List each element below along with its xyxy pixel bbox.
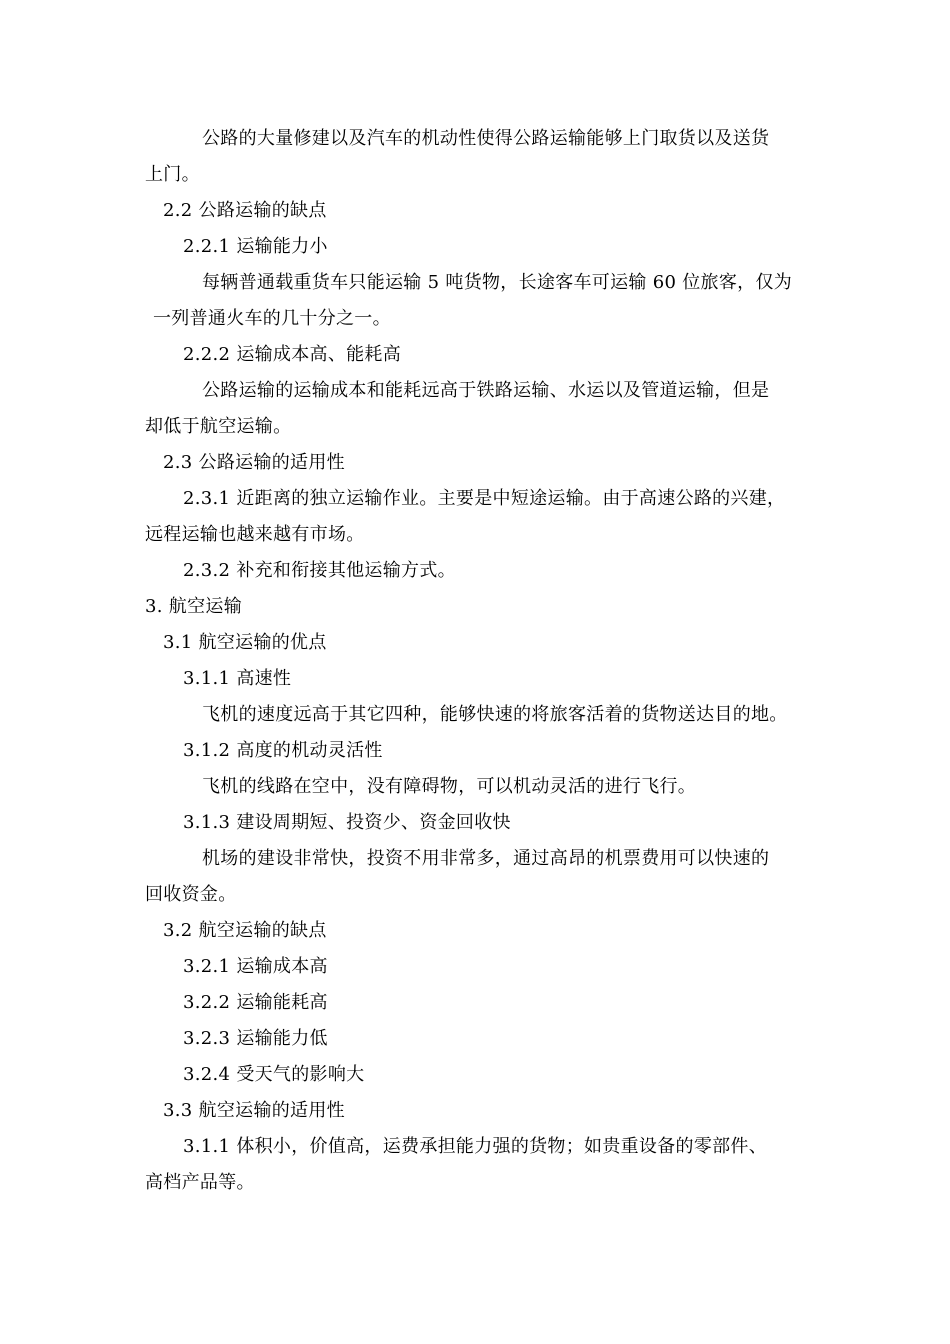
paragraph-line: 飞机的线路在空中，没有障碍物，可以机动灵活的进行飞行。 <box>202 776 697 797</box>
paragraph-line: 3.1.1 体积小，价值高，运费承担能力强的货物；如贵重设备的零部件、 <box>183 1136 768 1157</box>
paragraph-line: 2.3.1 近距离的独立运输作业。主要是中短途运输。由于高速公路的兴建， <box>183 488 786 509</box>
subsection-heading: 2.2.2 运输成本高、能耗高 <box>183 344 402 365</box>
paragraph-line: 高档产品等。 <box>145 1172 255 1193</box>
section-heading: 2.2 公路运输的缺点 <box>163 200 327 221</box>
subsection-heading: 3.2.3 运输能力低 <box>183 1028 328 1049</box>
paragraph-line: 远程运输也越来越有市场。 <box>145 524 365 545</box>
subsection-heading: 3.2.2 运输能耗高 <box>183 992 328 1013</box>
subsection-heading: 3.1.1 高速性 <box>183 668 292 689</box>
paragraph-line: 飞机的速度远高于其它四种，能够快速的将旅客活着的货物送达目的地。 <box>202 704 788 725</box>
subsection-heading: 3.2.4 受天气的影响大 <box>183 1064 365 1085</box>
paragraph-line: 2.3.2 补充和衔接其他运输方式。 <box>183 560 456 581</box>
section-heading: 3.3 航空运输的适用性 <box>163 1100 345 1121</box>
section-heading: 2.3 公路运输的适用性 <box>163 452 345 473</box>
section-heading: 3.2 航空运输的缺点 <box>163 920 327 941</box>
subsection-heading: 3.1.2 高度的机动灵活性 <box>183 740 383 761</box>
section-heading: 3.1 航空运输的优点 <box>163 632 327 653</box>
paragraph-line: 一列普通火车的几十分之一。 <box>153 308 391 329</box>
subsection-heading: 2.2.1 运输能力小 <box>183 236 328 257</box>
subsection-heading: 3.2.1 运输成本高 <box>183 956 328 977</box>
paragraph-line: 机场的建设非常快，投资不用非常多，通过高昂的机票费用可以快速的 <box>202 848 770 869</box>
subsection-heading: 3.1.3 建设周期短、投资少、资金回收快 <box>183 812 511 833</box>
paragraph-line: 公路的大量修建以及汽车的机动性使得公路运输能够上门取货以及送货 <box>202 128 770 149</box>
paragraph-line: 公路运输的运输成本和能耗远高于铁路运输、水运以及管道运输，但是 <box>202 380 770 401</box>
paragraph-line: 却低于航空运输。 <box>145 416 292 437</box>
paragraph-line: 回收资金。 <box>145 884 237 905</box>
chapter-heading: 3. 航空运输 <box>145 596 242 617</box>
paragraph-line: 上门。 <box>145 164 200 185</box>
paragraph-line: 每辆普通载重货车只能运输 5 吨货物，长途客车可运输 60 位旅客，仅为 <box>202 272 793 293</box>
